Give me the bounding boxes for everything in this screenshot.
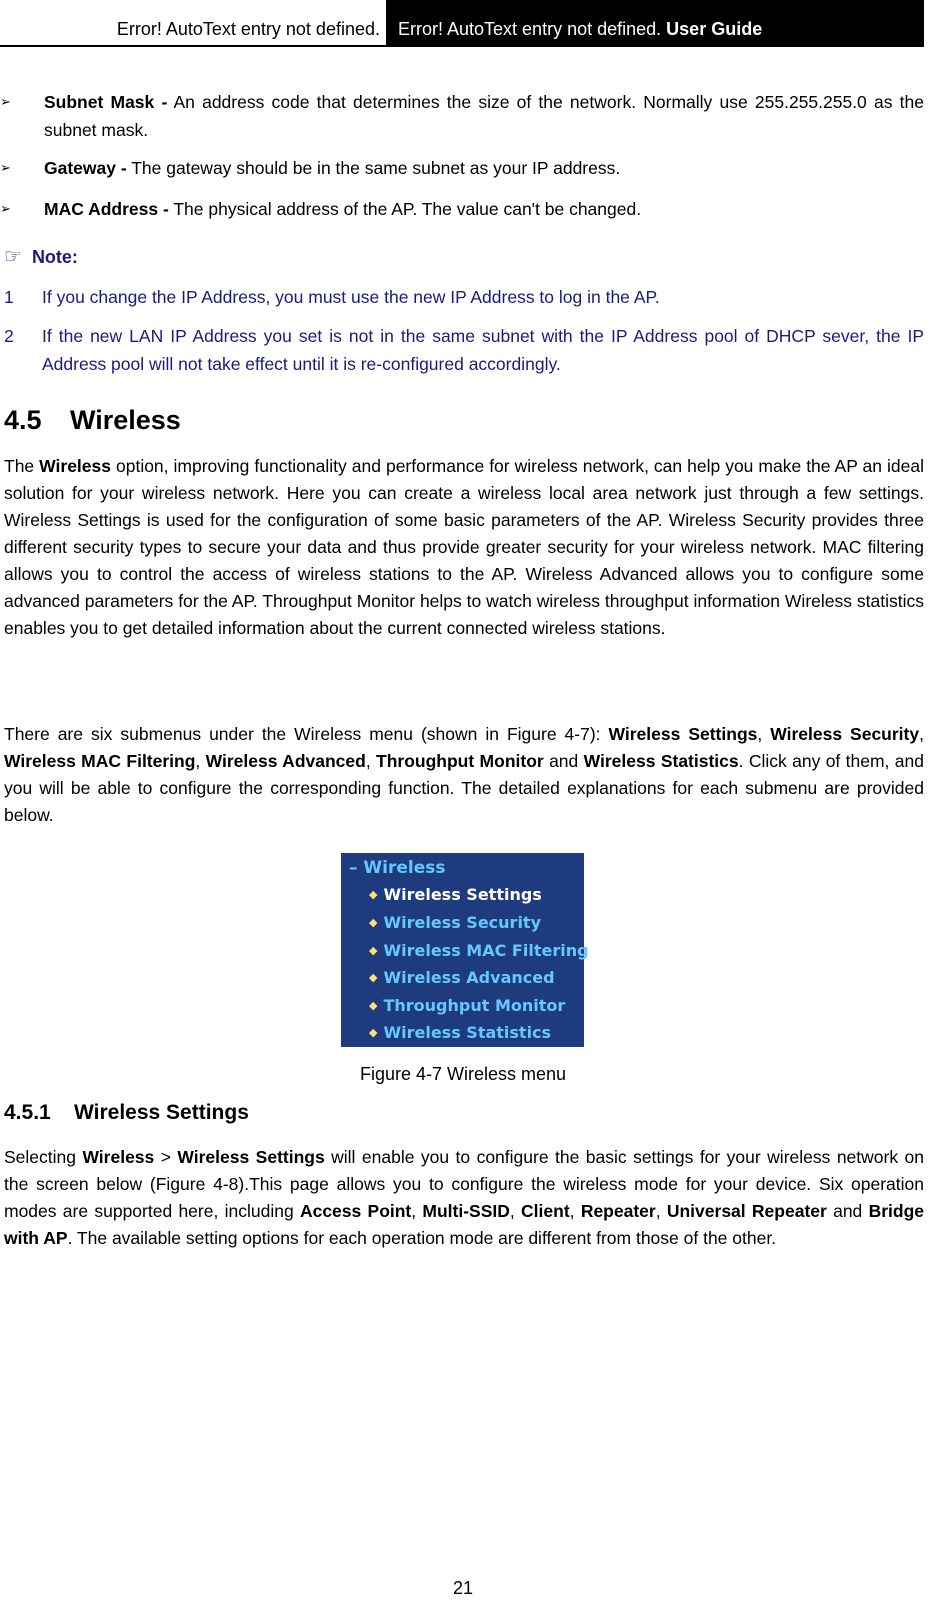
page-number: 21 — [452, 1578, 474, 1598]
subsection-heading — [4, 1101, 249, 1125]
text-run: , — [919, 724, 924, 744]
menu-item-throughput-monitor[interactable] — [369, 996, 565, 1015]
wireless-settings-paragraph — [4, 1144, 924, 1252]
bullet-dot-icon: ◆ — [369, 916, 378, 929]
bullet-text: An address code that determines the size of the network. Normally use 255.255.255.0 as the subnet mask. — [44, 92, 924, 140]
menu-item-wireless-mac-filtering[interactable] — [369, 941, 589, 960]
text-run: . Click any of them, and you will be able to configure the corresponding function. The detailed explanations for each submenu are provided below. — [4, 751, 924, 825]
note-item-text: If the new LAN IP Address you set is not in the same subnet with the IP Address pool of DHCP sever, the IP Address pool will not take effect until it is re-configured accordingly. — [42, 326, 924, 374]
bullet-dot-icon: ◆ — [369, 999, 378, 1012]
bullet-dot-icon: ◆ — [369, 888, 378, 901]
subsection-number: 4.5.1 — [4, 1101, 51, 1124]
bullet-arrow-icon: ➢ — [0, 201, 11, 216]
note-item-1 — [4, 283, 924, 311]
bullet-term: MAC Address - — [44, 199, 169, 219]
text-run: will enable you to configure the basic settings for your wireless network on the screen below (Figure 4-8).This page allows you to configure the wireless mode for your device. Six operation modes are supported here, including — [4, 1147, 924, 1221]
text-run: , — [655, 1201, 667, 1221]
header-left-text: Error! AutoText entry not defined. — [116, 19, 380, 39]
bullet-gateway — [0, 154, 924, 182]
menu-item-label: Wireless Advanced — [383, 968, 555, 987]
bold-term: Throughput Monitor — [376, 751, 544, 771]
text-run: option, improving functionality and performance for wireless network, can help you make the AP an ideal solution for your wireless network. Here you can create a wireless local area network just through a few settings. Wireless Settings is used for the configuration of some basic parameters of the AP. Wireless Security provides three different security types to secure your data and thus provide greater security for your wireless network. MAC filtering allows you to control the access of wireless stations to the AP. Wireless Advanced allows you to configure some advanced parameters for the AP. Throughput Monitor helps to watch wireless throughput information Wireless statistics enables you to get detailed information about the current connected wireless stations. — [4, 456, 924, 638]
menu-item-wireless-settings[interactable] — [369, 885, 542, 904]
menu-item-wireless-security[interactable] — [369, 913, 541, 932]
text-run: , — [569, 1201, 581, 1221]
bold-term: Wireless Statistics — [583, 751, 739, 771]
note-item-text: If you change the IP Address, you must use the new IP Address to log in the AP. — [42, 287, 660, 307]
bold-term: Wireless — [82, 1147, 155, 1167]
text-run: , — [757, 724, 771, 744]
note-item-number: 2 — [4, 326, 14, 346]
bullet-dot-icon: ◆ — [369, 971, 378, 984]
pointing-hand-icon: ☞ — [4, 246, 22, 268]
bullet-text: The gateway should be in the same subnet as your IP address. — [126, 158, 621, 178]
menu-item-wireless-statistics[interactable] — [369, 1023, 551, 1042]
text-run: , — [365, 751, 377, 771]
note-item-2 — [4, 322, 924, 378]
text-run: , — [509, 1201, 522, 1221]
text-run: , — [195, 751, 206, 771]
bold-term: Access Point — [299, 1201, 412, 1221]
note-label: Note: — [31, 247, 78, 267]
bold-term: Client — [521, 1201, 570, 1221]
section-heading — [4, 405, 181, 436]
bullet-subnet-mask — [0, 88, 924, 144]
header-right-block — [386, 0, 924, 45]
note-heading — [4, 244, 78, 269]
section-title: Wireless — [70, 405, 181, 435]
note-item-number: 1 — [4, 287, 14, 307]
text-run: There are six submenus under the Wireless menu (shown in Figure 4-7): — [4, 724, 609, 744]
menu-item-label: Throughput Monitor — [383, 996, 566, 1015]
header-right-text: Error! AutoText entry not defined. — [398, 19, 662, 39]
bold-term: Wireless Settings — [608, 724, 758, 744]
menu-item-label: Wireless Security — [383, 913, 541, 932]
bullet-dot-icon: ◆ — [369, 1026, 378, 1039]
text-run: > — [154, 1147, 178, 1167]
bold-term: Multi-SSID — [422, 1201, 510, 1221]
menu-item-wireless-advanced[interactable] — [369, 968, 555, 987]
bullet-text: The physical address of the AP. The value can't be changed. — [168, 199, 642, 219]
page-header — [0, 0, 924, 47]
section-number: 4.5 — [4, 405, 42, 435]
bullet-mac-address — [0, 195, 924, 223]
text-run: and — [543, 751, 584, 771]
bold-term: Wireless Security — [770, 724, 920, 744]
menu-item-label: Wireless Settings — [383, 885, 542, 904]
figure-caption: Figure 4-7 Wireless menu — [359, 1064, 567, 1084]
text-run: Selecting — [4, 1147, 83, 1167]
wireless-menu-figure — [341, 853, 589, 1047]
bold-term: Wireless Settings — [177, 1147, 325, 1167]
menu-item-label: Wireless Statistics — [383, 1023, 552, 1042]
text-run: . The available setting options for each operation mode are different from those of the other. — [67, 1228, 777, 1248]
bullet-term: Subnet Mask - — [44, 92, 168, 112]
bullet-arrow-icon: ➢ — [0, 94, 11, 109]
text-run: , — [411, 1201, 423, 1221]
menu-item-label: Wireless MAC Filtering — [383, 941, 589, 960]
wireless-intro-paragraph — [4, 453, 924, 642]
bold-term: Universal Repeater — [666, 1201, 827, 1221]
text-run: The — [4, 456, 40, 476]
bold-term: Wireless MAC Filtering — [4, 751, 196, 771]
bold-term: Bridge with AP — [4, 1201, 924, 1248]
header-user-guide: User Guide — [666, 19, 763, 39]
bullet-arrow-icon: ➢ — [0, 160, 11, 175]
bold-term: Repeater — [580, 1201, 656, 1221]
menu-header-wireless[interactable]: – Wireless — [349, 858, 446, 878]
bullet-term: Gateway - — [44, 158, 127, 178]
subsection-title: Wireless Settings — [74, 1101, 249, 1124]
submenus-paragraph — [4, 721, 924, 829]
bold-term: Wireless — [39, 456, 111, 476]
text-run: and — [826, 1201, 869, 1221]
bold-term: Wireless Advanced — [205, 751, 366, 771]
bullet-dot-icon: ◆ — [369, 944, 378, 957]
